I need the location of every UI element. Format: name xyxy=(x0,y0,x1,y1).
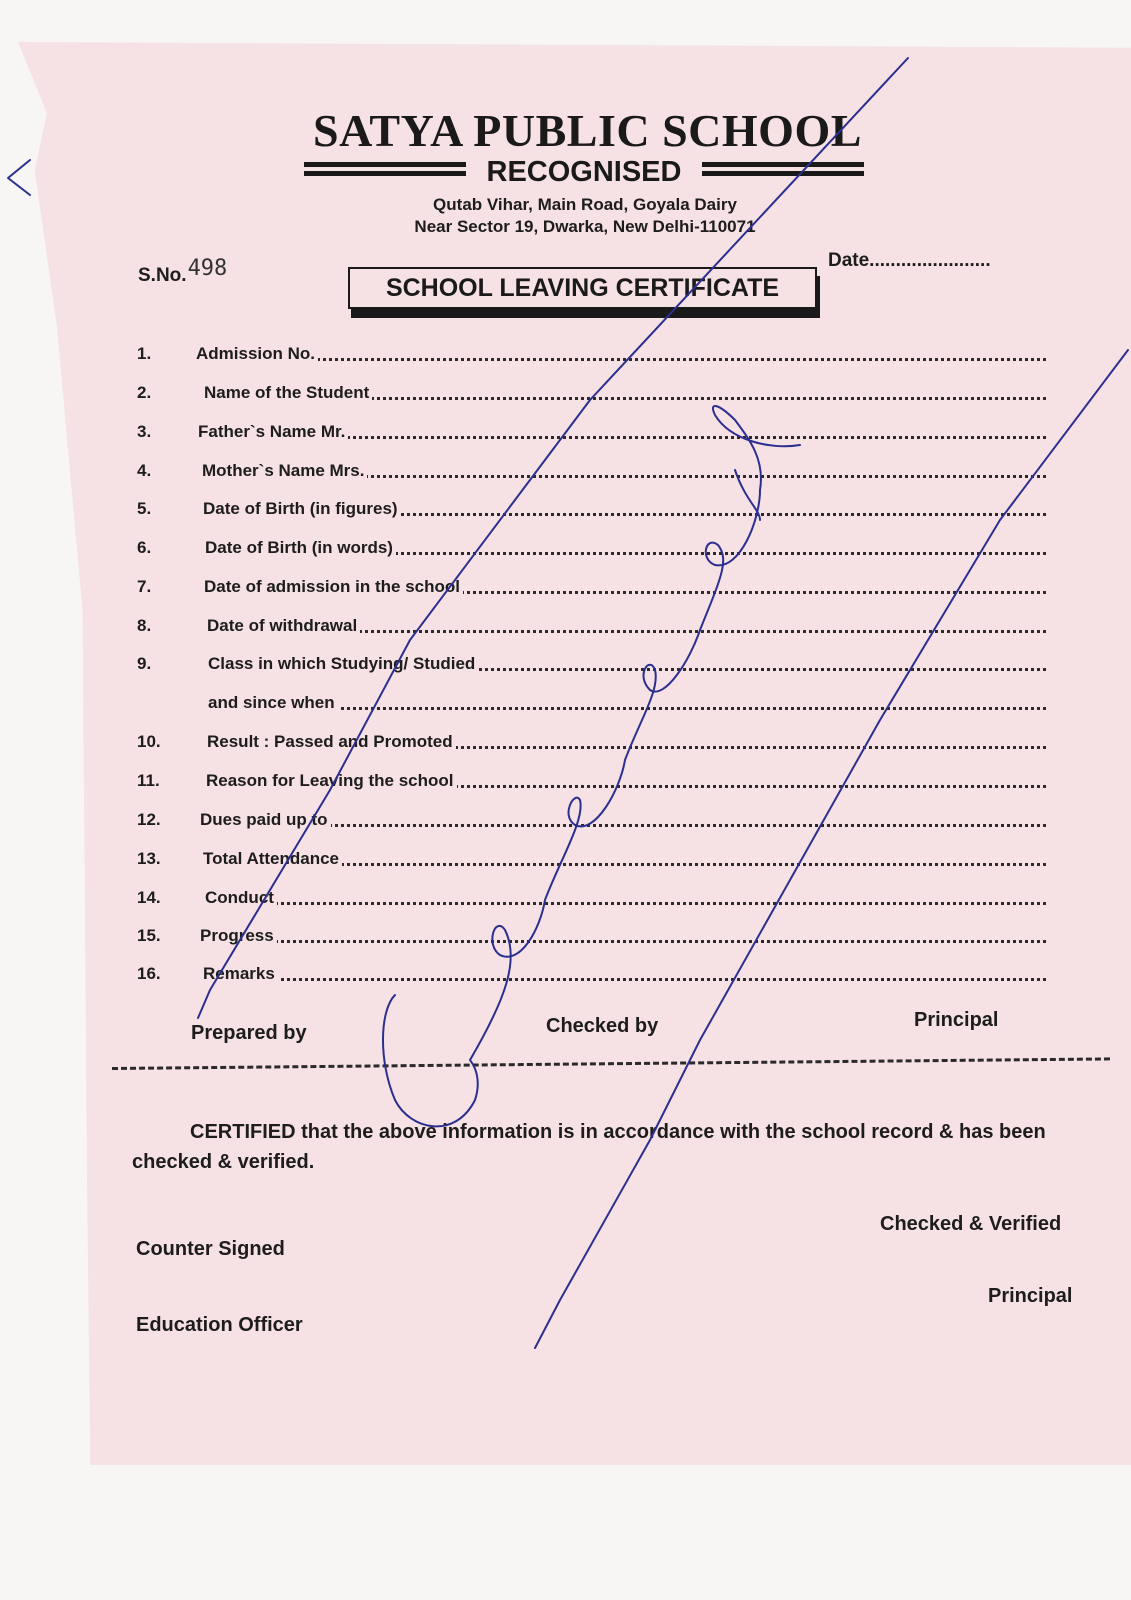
field-label: Date of Birth (in figures) xyxy=(203,499,401,519)
field-row xyxy=(0,654,1131,678)
field-number: 5. xyxy=(137,499,152,518)
field-row xyxy=(0,499,1131,523)
field-number: 4. xyxy=(137,461,152,480)
prepared-by-label: Prepared by xyxy=(191,1022,307,1044)
field-row xyxy=(0,926,1131,950)
recognised-label: RECOGNISED xyxy=(486,156,682,188)
field-label: Result : Passed and Promoted xyxy=(207,732,456,752)
field-number: 8. xyxy=(137,616,152,635)
field-row xyxy=(0,732,1131,756)
field-row xyxy=(0,344,1131,368)
field-label: Date of admission in the school xyxy=(204,577,463,597)
certificate-title: SCHOOL LEAVING CERTIFICATE xyxy=(348,267,817,309)
field-row xyxy=(0,577,1131,601)
field-row xyxy=(0,771,1131,795)
field-row xyxy=(0,849,1131,873)
field-label: Remarks xyxy=(203,964,278,984)
field-number: 14. xyxy=(137,888,161,907)
field-label: Name of the Student xyxy=(204,383,372,403)
field-label: Total Attendance xyxy=(203,849,342,869)
field-label: Date of Birth (in words) xyxy=(205,538,396,558)
serial-number-label: S.No. xyxy=(138,265,187,286)
footer-principal-label: Principal xyxy=(988,1285,1073,1307)
margin-tick-mark xyxy=(8,160,30,195)
principal-label: Principal xyxy=(914,1009,999,1031)
address-line-1: Qutab Vihar, Main Road, Goyala Dairy xyxy=(433,195,737,214)
recognised-banner xyxy=(304,156,864,192)
decorative-bars-left xyxy=(304,162,466,182)
field-row xyxy=(0,888,1131,912)
field-label: and since when xyxy=(208,693,338,713)
field-number: 7. xyxy=(137,577,152,596)
decorative-bars-right xyxy=(702,162,864,182)
checked-verified-label: Checked & Verified xyxy=(880,1213,1062,1235)
field-number: 1. xyxy=(137,344,152,363)
field-number: 12. xyxy=(137,810,161,829)
field-row xyxy=(0,693,1131,717)
counter-signed-label: Counter Signed xyxy=(136,1238,285,1260)
field-label: Dues paid up to xyxy=(200,810,331,830)
field-dotted-line xyxy=(210,902,1046,905)
field-row xyxy=(0,538,1131,562)
field-row xyxy=(0,422,1131,446)
field-dotted-line xyxy=(210,358,1046,361)
field-number: 6. xyxy=(137,538,152,557)
checked-by-label: Checked by xyxy=(546,1015,659,1037)
education-officer-label: Education Officer xyxy=(136,1314,303,1336)
serial-number xyxy=(138,256,228,287)
field-label: Date of withdrawal xyxy=(207,616,360,636)
school-name: SATYA PUBLIC SCHOOL xyxy=(313,105,862,156)
field-number: 15. xyxy=(137,926,161,945)
serial-number-value: 498 xyxy=(187,256,228,281)
field-row xyxy=(0,616,1131,640)
field-number: 3. xyxy=(137,422,152,441)
date-field: Date....................... xyxy=(828,250,991,271)
field-row xyxy=(0,964,1131,988)
field-number: 2. xyxy=(137,383,152,402)
address-line-2: Near Sector 19, Dwarka, New Delhi-110071 xyxy=(414,217,756,236)
field-label: Mother`s Name Mrs. xyxy=(202,461,367,481)
field-label: Reason for Leaving the school xyxy=(206,771,457,791)
field-number: 16. xyxy=(137,964,161,983)
field-number: 13. xyxy=(137,849,161,868)
field-label: Conduct xyxy=(205,888,277,908)
field-label: Progress xyxy=(200,926,277,946)
field-row xyxy=(0,810,1131,834)
certified-statement: CERTIFIED that the above information is in accordance with the school record & has been checked & verified. xyxy=(132,1121,1046,1173)
field-number: 10. xyxy=(137,732,161,751)
field-label: Class in which Studying/ Studied xyxy=(208,654,478,674)
field-row xyxy=(0,383,1131,407)
field-row xyxy=(0,461,1131,485)
field-number: 9. xyxy=(137,654,152,673)
field-dotted-line xyxy=(210,940,1046,943)
field-dotted-line xyxy=(210,978,1046,981)
field-label: Admission No. xyxy=(196,344,318,364)
field-label: Father`s Name Mr. xyxy=(198,422,348,442)
field-number: 11. xyxy=(137,771,160,790)
field-dotted-line xyxy=(210,824,1046,827)
